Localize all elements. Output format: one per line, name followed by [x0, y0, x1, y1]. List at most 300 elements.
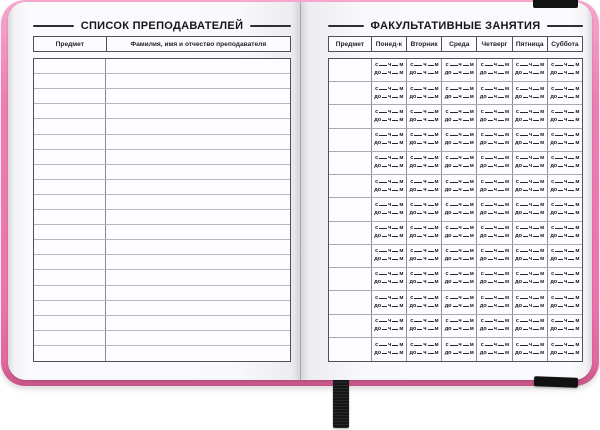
day-time-cell [476, 338, 511, 361]
time-block [550, 180, 579, 194]
time-block [445, 87, 474, 101]
teacher-row [34, 119, 290, 134]
time-to-line: до ч м [444, 93, 474, 100]
teacher-name-cell [106, 104, 290, 118]
time-block [515, 343, 544, 357]
subject-cell [329, 198, 371, 220]
time-block [515, 226, 544, 240]
subject-cell [34, 74, 106, 88]
time-block [550, 203, 579, 217]
time-from-line: с ч м [410, 341, 439, 348]
schedule-row [329, 315, 582, 338]
day-time-cell [547, 152, 582, 174]
day-time-cell [441, 175, 476, 197]
time-from-line: с ч м [480, 155, 510, 162]
subject-cell [34, 225, 106, 239]
time-from-line: с ч м [515, 201, 545, 208]
time-to-line: до ч м [515, 163, 545, 170]
teacher-row [34, 74, 290, 89]
time-block [550, 249, 579, 263]
time-to-line: до ч м [409, 349, 439, 356]
time-from-line: с ч м [445, 341, 474, 348]
time-from-line: с ч м [410, 201, 439, 208]
day-time-cell [406, 338, 441, 361]
teacher-row [34, 210, 290, 225]
day-time-cell [371, 129, 406, 151]
teacher-name-cell [106, 165, 290, 179]
time-block [480, 249, 509, 263]
subject-cell [329, 315, 371, 337]
time-to-line: до ч м [444, 163, 474, 170]
time-to-line: до ч м [444, 349, 474, 356]
day-time-cell [441, 82, 476, 104]
electives-title-bar [328, 18, 583, 33]
time-block [409, 296, 438, 310]
day-time-cell [512, 315, 547, 337]
subject-cell [329, 175, 371, 197]
day-time-cell [371, 59, 406, 81]
time-to-line: до ч м [515, 140, 545, 147]
time-from-line: с ч м [551, 224, 580, 231]
day-time-cell [406, 152, 441, 174]
time-to-line: до ч м [515, 302, 545, 309]
subject-cell [34, 119, 106, 133]
time-from-line: с ч м [480, 85, 510, 92]
time-block [550, 87, 579, 101]
time-block [515, 272, 544, 286]
time-block [515, 319, 544, 333]
time-block [409, 203, 438, 217]
subject-cell [34, 316, 106, 330]
subject-cell [34, 195, 106, 209]
day-time-cell [476, 129, 511, 151]
time-block [480, 343, 509, 357]
time-from-line: с ч м [551, 317, 580, 324]
time-to-line: до ч м [409, 93, 439, 100]
time-from-line: с ч м [480, 108, 510, 115]
time-from-line: с ч м [410, 132, 439, 139]
time-to-line: до ч м [409, 325, 439, 332]
subject-cell [34, 270, 106, 284]
day-time-cell [547, 338, 582, 361]
subject-cell [329, 129, 371, 151]
day-time-cell [441, 222, 476, 244]
time-from-line: с ч м [445, 132, 474, 139]
time-from-line: с ч м [515, 248, 545, 255]
day-time-cell [441, 315, 476, 337]
time-to-line: до ч м [515, 209, 545, 216]
time-to-line: до ч м [444, 232, 474, 239]
time-block [480, 272, 509, 286]
time-to-line: до ч м [479, 279, 510, 286]
column-header: Понед-к [371, 37, 406, 51]
time-block [374, 319, 403, 333]
time-from-line: с ч м [375, 224, 404, 231]
schedule-row [329, 338, 582, 361]
column-header: Четверг [476, 37, 511, 51]
day-time-cell [547, 268, 582, 290]
subject-cell [329, 338, 371, 361]
time-block [374, 110, 403, 124]
time-to-line: до ч м [479, 186, 510, 193]
time-to-line: до ч м [479, 256, 510, 263]
time-block [374, 296, 403, 310]
time-to-line: до ч м [479, 93, 510, 100]
teacher-name-cell [106, 346, 290, 361]
day-time-cell [441, 338, 476, 361]
day-time-cell [406, 82, 441, 104]
teacher-row [34, 270, 290, 285]
time-to-line: до ч м [444, 186, 474, 193]
schedule-row [329, 175, 582, 198]
time-to-line: до ч м [550, 163, 580, 170]
teachers-header-row [33, 36, 291, 52]
spine-shadow [300, 2, 301, 380]
day-time-cell [476, 245, 511, 267]
day-time-cell [441, 291, 476, 313]
teacher-name-cell [106, 331, 290, 345]
day-time-cell [512, 245, 547, 267]
time-from-line: с ч м [375, 341, 404, 348]
time-from-line: с ч м [410, 224, 439, 231]
time-to-line: до ч м [374, 186, 404, 193]
subject-cell [329, 59, 371, 81]
day-time-cell [441, 105, 476, 127]
time-block [480, 203, 509, 217]
teacher-name-cell [106, 225, 290, 239]
time-from-line: с ч м [515, 271, 545, 278]
time-block [409, 87, 438, 101]
title-rule-left [328, 25, 364, 27]
time-block [445, 272, 474, 286]
subject-cell [329, 268, 371, 290]
teacher-name-cell [106, 240, 290, 254]
day-time-cell [371, 268, 406, 290]
time-from-line: с ч м [480, 294, 510, 301]
electives-section [328, 18, 583, 362]
time-from-line: с ч м [410, 317, 439, 324]
day-time-cell [476, 315, 511, 337]
time-from-line: с ч м [375, 132, 404, 139]
time-block [409, 249, 438, 263]
time-from-line: с ч м [515, 317, 545, 324]
teacher-row [34, 135, 290, 150]
time-from-line: с ч м [375, 62, 404, 69]
day-time-cell [406, 245, 441, 267]
time-block [409, 319, 438, 333]
teacher-row [34, 286, 290, 301]
time-to-line: до ч м [479, 140, 510, 147]
time-block [374, 180, 403, 194]
time-block [480, 319, 509, 333]
time-to-line: до ч м [479, 349, 510, 356]
title-rule-right [250, 25, 291, 27]
column-header: Среда [441, 37, 476, 51]
day-time-cell [547, 59, 582, 81]
time-block [374, 63, 403, 77]
teacher-name-cell [106, 301, 290, 315]
teachers-title-bar [33, 18, 291, 33]
time-from-line: с ч м [445, 155, 474, 162]
day-time-cell [547, 198, 582, 220]
day-time-cell [406, 105, 441, 127]
time-block [409, 110, 438, 124]
page-right [300, 2, 592, 380]
time-to-line: до ч м [374, 93, 404, 100]
day-time-cell [441, 268, 476, 290]
time-from-line: с ч м [410, 155, 439, 162]
time-from-line: с ч м [551, 132, 580, 139]
time-to-line: до ч м [515, 256, 545, 263]
day-time-cell [547, 315, 582, 337]
time-block [374, 133, 403, 147]
time-from-line: с ч м [375, 317, 404, 324]
time-from-line: с ч м [551, 85, 580, 92]
time-from-line: с ч м [375, 85, 404, 92]
time-from-line: с ч м [445, 85, 474, 92]
time-to-line: до ч м [409, 279, 439, 286]
time-to-line: до ч м [444, 279, 474, 286]
time-to-line: до ч м [550, 140, 580, 147]
subject-cell [34, 301, 106, 315]
time-from-line: с ч м [551, 108, 580, 115]
teacher-name-cell [106, 89, 290, 103]
day-time-cell [476, 268, 511, 290]
title-rule-left [33, 25, 74, 27]
day-time-cell [512, 338, 547, 361]
time-from-line: с ч м [410, 271, 439, 278]
day-time-cell [512, 268, 547, 290]
time-to-line: до ч м [550, 70, 580, 77]
time-from-line: с ч м [375, 294, 404, 301]
day-time-cell [441, 245, 476, 267]
day-time-cell [547, 105, 582, 127]
teacher-row [34, 195, 290, 210]
time-block [409, 133, 438, 147]
time-to-line: до ч м [550, 186, 580, 193]
teacher-name-cell [106, 59, 290, 73]
time-to-line: до ч м [515, 349, 545, 356]
teacher-row [34, 316, 290, 331]
teacher-row [34, 104, 290, 119]
column-header: Предмет [55, 40, 84, 48]
subject-cell [329, 291, 371, 313]
day-time-cell [406, 129, 441, 151]
page-title-electives: ФАКУЛЬТАТИВНЫЕ ЗАНЯТИЯ [370, 19, 541, 32]
teacher-row [34, 89, 290, 104]
time-block [515, 110, 544, 124]
teacher-name-cell [106, 180, 290, 194]
time-to-line: до ч м [479, 70, 510, 77]
time-to-line: до ч м [515, 186, 545, 193]
time-block [550, 343, 579, 357]
time-to-line: до ч м [374, 256, 404, 263]
time-to-line: до ч м [479, 116, 510, 123]
time-from-line: с ч м [445, 224, 474, 231]
bookmark-ribbon [333, 380, 349, 428]
time-from-line: с ч м [445, 294, 474, 301]
subject-cell [34, 165, 106, 179]
time-to-line: до ч м [374, 349, 404, 356]
time-to-line: до ч м [479, 209, 510, 216]
elastic-band-top [533, 0, 578, 8]
teacher-name-cell [106, 255, 290, 269]
time-block [445, 203, 474, 217]
day-time-cell [406, 175, 441, 197]
time-to-line: до ч м [550, 302, 580, 309]
schedule-row [329, 129, 582, 152]
schedule-header-row [328, 36, 583, 52]
day-time-cell [476, 198, 511, 220]
column-header: Фамилия, имя и отчество преподавателя [106, 37, 290, 51]
time-block [515, 180, 544, 194]
time-to-line: до ч м [515, 325, 545, 332]
time-to-line: до ч м [550, 256, 580, 263]
subject-cell [34, 255, 106, 269]
time-from-line: с ч м [480, 271, 510, 278]
time-from-line: с ч м [515, 294, 545, 301]
time-from-line: с ч м [551, 294, 580, 301]
column-header: Вторник [406, 37, 441, 51]
time-to-line: до ч м [409, 232, 439, 239]
column-header: Суббота [547, 37, 582, 51]
time-block [550, 272, 579, 286]
time-block [550, 319, 579, 333]
time-to-line: до ч м [374, 209, 404, 216]
teacher-name-cell [106, 210, 290, 224]
time-from-line: с ч м [515, 132, 545, 139]
day-time-cell [512, 82, 547, 104]
subject-cell [34, 59, 106, 73]
time-block [445, 180, 474, 194]
time-from-line: с ч м [445, 248, 474, 255]
time-to-line: до ч м [515, 70, 545, 77]
time-to-line: до ч м [550, 279, 580, 286]
time-from-line: с ч м [551, 155, 580, 162]
time-to-line: до ч м [409, 140, 439, 147]
teacher-row [34, 255, 290, 270]
time-to-line: до ч м [479, 302, 510, 309]
subject-cell [34, 240, 106, 254]
teacher-name-cell [106, 316, 290, 330]
subject-cell [329, 105, 371, 127]
teachers-section [33, 18, 291, 362]
day-time-cell [547, 175, 582, 197]
time-to-line: до ч м [374, 116, 404, 123]
time-block [445, 319, 474, 333]
day-time-cell [406, 291, 441, 313]
teacher-name-cell [106, 150, 290, 164]
time-block [480, 87, 509, 101]
day-time-cell [441, 59, 476, 81]
time-from-line: с ч м [375, 271, 404, 278]
time-block [550, 133, 579, 147]
time-to-line: до ч м [444, 140, 474, 147]
time-from-line: с ч м [445, 201, 474, 208]
time-from-line: с ч м [445, 108, 474, 115]
time-block [409, 156, 438, 170]
time-block [480, 110, 509, 124]
subject-cell [34, 89, 106, 103]
day-time-cell [547, 222, 582, 244]
teacher-name-cell [106, 74, 290, 88]
time-to-line: до ч м [444, 209, 474, 216]
schedule-row [329, 59, 582, 82]
day-time-cell [371, 198, 406, 220]
time-block [445, 249, 474, 263]
time-to-line: до ч м [550, 349, 580, 356]
time-to-line: до ч м [515, 232, 545, 239]
time-to-line: до ч м [409, 186, 439, 193]
time-from-line: с ч м [480, 248, 510, 255]
time-to-line: до ч м [550, 93, 580, 100]
teacher-row [34, 301, 290, 316]
time-from-line: с ч м [551, 341, 580, 348]
day-time-cell [512, 175, 547, 197]
day-time-cell [371, 245, 406, 267]
time-from-line: с ч м [551, 201, 580, 208]
time-to-line: до ч м [374, 70, 404, 77]
day-time-cell [406, 59, 441, 81]
day-time-cell [476, 59, 511, 81]
time-block [374, 87, 403, 101]
time-from-line: с ч м [445, 62, 474, 69]
time-block [550, 63, 579, 77]
day-time-cell [406, 222, 441, 244]
time-block [515, 133, 544, 147]
time-block [374, 226, 403, 240]
teacher-row [34, 331, 290, 346]
time-to-line: до ч м [550, 325, 580, 332]
schedule-row [329, 245, 582, 268]
day-time-cell [371, 338, 406, 361]
time-block [515, 63, 544, 77]
day-time-cell [547, 129, 582, 151]
page-left [8, 2, 300, 380]
schedule-row [329, 152, 582, 175]
day-time-cell [371, 222, 406, 244]
day-time-cell [547, 291, 582, 313]
time-to-line: до ч м [409, 302, 439, 309]
time-block [409, 272, 438, 286]
time-from-line: с ч м [480, 178, 510, 185]
subject-cell [34, 150, 106, 164]
time-from-line: с ч м [445, 271, 474, 278]
teacher-name-cell [106, 119, 290, 133]
time-block [374, 249, 403, 263]
day-time-cell [512, 152, 547, 174]
elastic-band-bottom [534, 376, 578, 388]
time-block [374, 203, 403, 217]
time-from-line: с ч м [480, 62, 510, 69]
time-block [445, 226, 474, 240]
time-to-line: до ч м [515, 279, 545, 286]
time-from-line: с ч м [515, 178, 545, 185]
time-from-line: с ч м [515, 85, 545, 92]
day-time-cell [441, 198, 476, 220]
time-to-line: до ч м [409, 209, 439, 216]
day-time-cell [441, 152, 476, 174]
time-from-line: с ч м [480, 341, 510, 348]
time-block [550, 110, 579, 124]
time-from-line: с ч м [445, 317, 474, 324]
teacher-row [34, 165, 290, 180]
time-from-line: с ч м [480, 132, 510, 139]
subject-cell [34, 210, 106, 224]
time-block [409, 343, 438, 357]
time-from-line: с ч м [551, 62, 580, 69]
time-to-line: до ч м [515, 93, 545, 100]
